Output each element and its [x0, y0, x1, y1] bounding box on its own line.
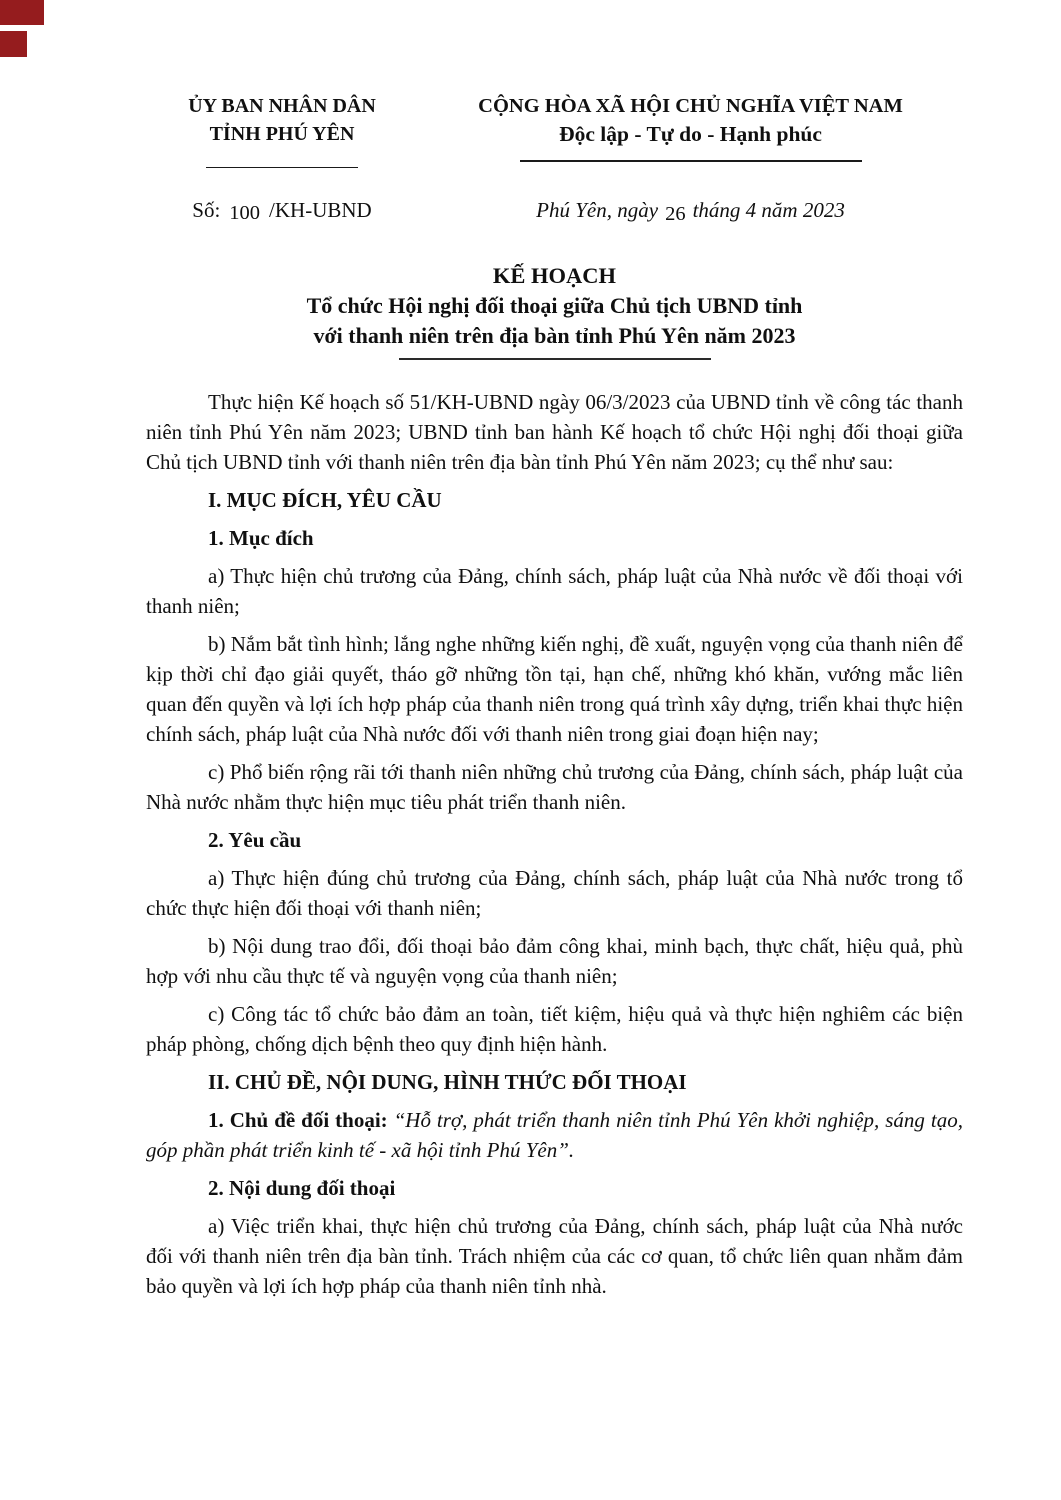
date-line	[418, 198, 963, 223]
date-rest: tháng 4 năm 2023	[692, 198, 845, 222]
doc-number-value: 100	[229, 202, 261, 224]
section1-sub1-heading: 1. Mục đích	[208, 526, 314, 550]
national-motto-line1: CỘNG HÒA XÃ HỘI CHỦ NGHĨA VIỆT NAM	[478, 95, 903, 117]
title-underline	[399, 358, 711, 360]
doc-number-prefix: Số:	[192, 198, 221, 222]
document-kind: KẾ HOẠCH	[492, 263, 617, 288]
section2-sub2-heading: 2. Nội dung đối thoại	[208, 1176, 396, 1200]
paragraph-s1-sub2-b: b) Nội dung trao đổi, đối thoại bảo đảm công khai, minh bạch, thực chất, hiệu quả, phù hợp với nhu cầu thực tế và nguyện vọng của thanh niên;	[146, 934, 963, 988]
section1-heading: I. MỤC ĐÍCH, YÊU CẦU	[208, 488, 442, 512]
document-title-line1: Tổ chức Hội nghị đối thoại giữa Chủ tịch UBND tỉnh	[306, 293, 803, 318]
corner-stamp-mark	[0, 0, 44, 25]
date-day-value: 26	[665, 203, 686, 225]
topic-label: 1. Chủ đề đối thoại:	[208, 1108, 394, 1132]
document-header	[146, 92, 963, 176]
topic-paragraph	[146, 1105, 963, 1165]
national-motto-line2: Độc lập - Tự do - Hạnh phúc	[559, 122, 822, 146]
section1-sub2-heading: 2. Yêu cầu	[208, 828, 302, 852]
paragraph-s1-sub2-c: c) Công tác tổ chức bảo đảm an toàn, tiết kiệm, hiệu quả và thực hiện nghiêm các biện pháp phòng, chống dịch bệnh theo quy định hiện hành.	[146, 1002, 963, 1056]
org-underline	[206, 163, 358, 168]
document-title-block	[146, 261, 963, 360]
topic-quote: “Hỗ trợ, phát triển thanh niên tỉnh Phú Yên khởi nghiệp, sáng tạo, góp phần phát triển kinh tế - xã hội tỉnh Phú Yên”.	[146, 1108, 963, 1162]
doc-number-line	[146, 198, 418, 223]
org-name-line2: TỈNH PHÚ YÊN	[209, 123, 355, 145]
paragraph-s1-sub2-a: a) Thực hiện đúng chủ trương của Đảng, chính sách, pháp luật của Nhà nước trong tổ chức thực hiện đối thoại với thanh niên;	[146, 866, 963, 920]
section2-heading: II. CHỦ ĐỀ, NỘI DUNG, HÌNH THỨC ĐỐI THOẠI	[208, 1070, 687, 1094]
issuing-org-block	[146, 92, 418, 176]
document-meta-row	[146, 198, 963, 223]
paragraph-s1-sub1-c: c) Phổ biến rộng rãi tới thanh niên những chủ trương của Đảng, chính sách, pháp luật của Nhà nước nhằm thực hiện mục tiêu phát triển thanh niên.	[146, 760, 963, 814]
intro-paragraph: Thực hiện Kế hoạch số 51/KH-UBND ngày 06/3/2023 của UBND tỉnh về công tác thanh niên tỉnh Phú Yên năm 2023; UBND tỉnh ban hành Kế hoạch tổ chức Hội nghị đối thoại giữa Chủ tịch UBND tỉnh với thanh niên trên địa bàn tỉnh Phú Yên năm 2023; cụ thể như sau:	[146, 390, 963, 474]
national-title-block	[418, 92, 963, 167]
document-title-line2: với thanh niên trên địa bàn tỉnh Phú Yên năm 2023	[313, 323, 796, 348]
date-place: Phú Yên, ngày	[536, 198, 659, 222]
paragraph-s1-sub1-a: a) Thực hiện chủ trương của Đảng, chính sách, pháp luật của Nhà nước về đối thoại với thanh niên;	[146, 564, 963, 618]
motto-underline	[520, 156, 862, 162]
paragraph-s1-sub1-b: b) Nắm bắt tình hình; lắng nghe những kiến nghị, đề xuất, nguyện vọng của thanh niên để kịp thời chỉ đạo giải quyết, tháo gỡ những tồn tại, hạn chế, những khó khăn, vướng mắc liên quan đến quyền và lợi ích hợp pháp của thanh niên trong quá trình xây dựng, triển khai thực hiện chính sách, pháp luật của Nhà nước đối với thanh niên trong giai đoạn hiện nay;	[146, 632, 963, 746]
org-name-line1: ỦY BAN NHÂN DÂN	[188, 95, 376, 117]
corner-stamp-mark	[0, 31, 27, 57]
doc-number-suffix: /KH-UBND	[269, 198, 372, 222]
paragraph-s2-sub2-a: a) Việc triển khai, thực hiện chủ trương của Đảng, chính sách, pháp luật của Nhà nước đối với thanh niên trên địa bàn tỉnh. Trách nhiệm của các cơ quan, tổ chức liên quan nhằm đảm bảo quyền và lợi ích hợp pháp của thanh niên tỉnh nhà.	[146, 1214, 963, 1298]
document-body	[146, 387, 963, 1301]
